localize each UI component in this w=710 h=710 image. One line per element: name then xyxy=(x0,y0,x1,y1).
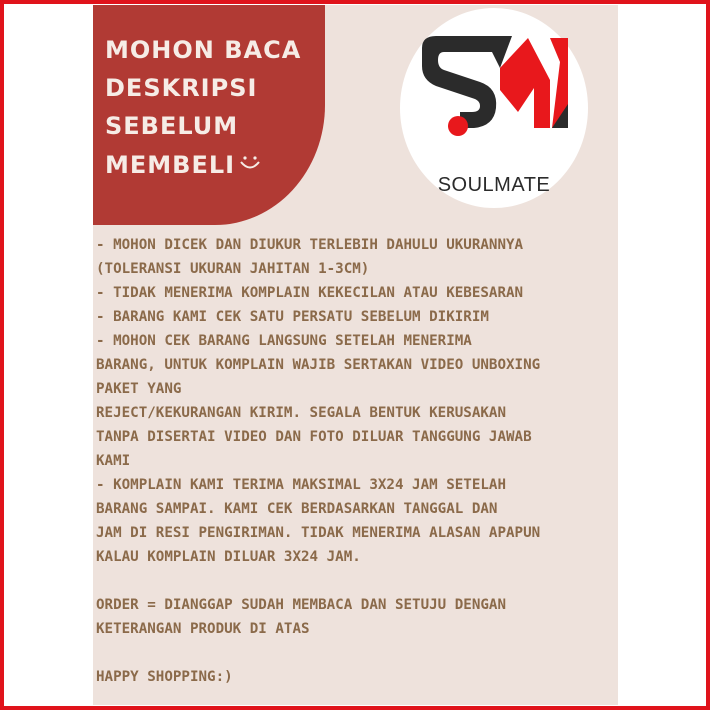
desc-line: PAKET YANG xyxy=(96,381,182,397)
desc-line: KAMI xyxy=(96,453,131,469)
desc-line: BARANG, UNTUK KOMPLAIN WAJIB SERTAKAN VIDEO UNBOXING xyxy=(96,357,541,373)
order-line: KETERANGAN PRODUK DI ATAS xyxy=(96,621,310,637)
desc-line: JAM DI RESI PENGIRIMAN. TIDAK MENERIMA ALASAN APAPUN xyxy=(96,525,541,541)
smiley-icon-svg xyxy=(239,155,261,171)
banner-line-3: SEBELUM xyxy=(105,112,239,140)
closing-line: HAPPY SHOPPING:) xyxy=(96,669,233,685)
desc-line: - BARANG KAMI CEK SATU PERSATU SEBELUM DIKIRIM xyxy=(96,309,489,325)
sm-logo-icon xyxy=(400,8,588,178)
brand-name: SOULMATE xyxy=(437,174,551,196)
desc-line: - MOHON CEK BARANG LANGSUNG SETELAH MENERIMA xyxy=(96,333,472,349)
desc-line: (TOLERANSI UKURAN JAHITAN 1-3CM) xyxy=(96,261,370,277)
banner-line-4-text: MEMBELI xyxy=(105,151,236,179)
desc-line: REJECT/KEKURANGAN KIRIM. SEGALA BENTUK KERUSAKAN xyxy=(96,405,506,421)
product-info-card xyxy=(93,5,618,705)
banner-line-2: DESKRIPSI xyxy=(105,74,258,102)
notice-banner xyxy=(93,5,325,225)
desc-line: TANPA DISERTAI VIDEO DAN FOTO DILUAR TANGGUNG JAWAB xyxy=(96,429,532,445)
banner-heading xyxy=(105,31,315,184)
banner-line-4 xyxy=(105,145,315,184)
desc-line: - MOHON DICEK DAN DIUKUR TERLEBIH DAHULU UKURANNYA xyxy=(96,237,524,253)
desc-line: KALAU KOMPLAIN DILUAR 3X24 JAM. xyxy=(96,549,361,565)
smiley-icon xyxy=(239,145,261,183)
order-line: ORDER = DIANGGAP SUDAH MEMBACA DAN SETUJU DENGAN xyxy=(96,597,506,613)
product-description xyxy=(96,233,618,689)
spacer xyxy=(96,569,618,593)
desc-line: BARANG SAMPAI. KAMI CEK BERDASARKAN TANGGAL DAN xyxy=(96,501,498,517)
desc-line: - KOMPLAIN KAMI TERIMA MAKSIMAL 3X24 JAM SETELAH xyxy=(96,477,506,493)
banner-line-1: MOHON BACA xyxy=(105,36,302,64)
spacer xyxy=(96,641,618,665)
brand-logo xyxy=(400,8,588,208)
desc-line: - TIDAK MENERIMA KOMPLAIN KEKECILAN ATAU KEBESARAN xyxy=(96,285,524,301)
